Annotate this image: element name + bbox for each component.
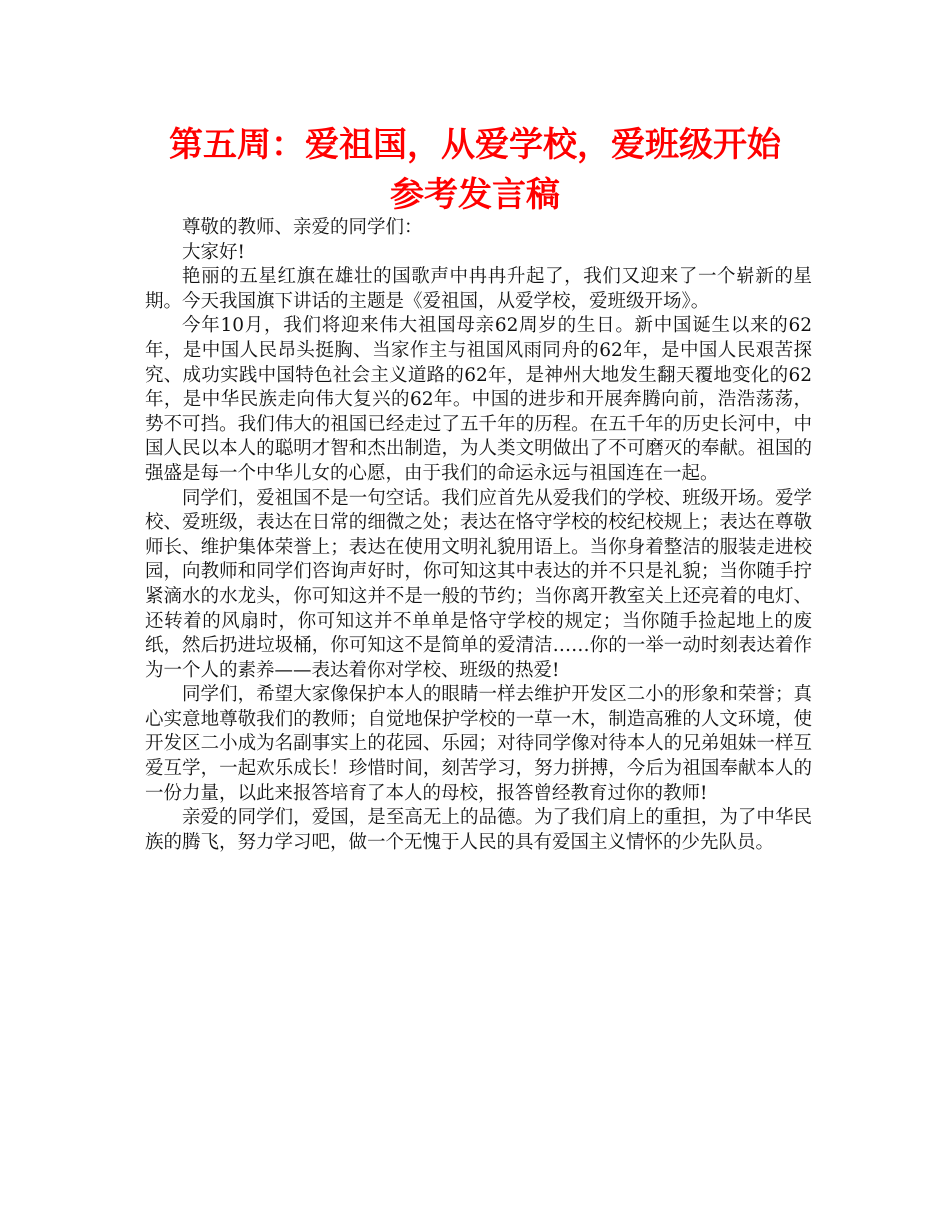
salutation: 尊敬的教师、亲爱的同学们： <box>182 217 423 238</box>
paragraph-closing: 亲爱的同学们，爱国，是至高无上的品德。为了我们肩上的重担，为了中华民族的腾飞，努力学习吧，做一个无愧于人民的具有爱国主义情怀的少先队员。 <box>145 807 812 853</box>
greeting: 大家好! <box>182 241 245 263</box>
page-title: 第五周：爱祖国，从爱学校，爱班级开始 <box>169 125 781 165</box>
paragraph-anniversary: 今年10月，我们将迎来伟大祖国母亲62周岁的生日。新中国诞生以来的62年，是中国人民昂头挺胸、当家作主与祖国风雨同舟的62年，是中国人民艰苦探究、成功实践中国特色社会主义道路的62年，是神州大地发生翻天覆地变化的62年，是中华民族走向伟大复兴的62年。中国的进步和开展奔腾向前，浩浩荡荡，势不可挡。我们伟大的祖国已经走过了五千年的历程。在五千年的历史长河中，中国人民以本人的聪明才智和杰出制造，为人类文明做出了不可磨灭的奉献。祖国的强盛是每一个中华儿女的心愿，由于我们的命运永远与祖国连在一起。 <box>145 315 812 484</box>
document-body <box>145 216 812 855</box>
paragraph-love-school: 同学们，爱祖国不是一句空话。我们应首先从爱我们的学校、班级开场。爱学校、爱班级，表达在日常的细微之处；表达在恪守学校的校纪校规上；表达在尊敬师长、维护集体荣誉上；表达在使用文明礼貌用语上。当你身着整洁的服装走进校园，向教师和同学们咨询声好时，你可知这其中表达的并不只是礼貌；当你随手拧紧滴水的水龙头，你可知这并不是一般的节约；当你离开教室关上还亮着的电灯、还转着的风扇时，你可知这并不单单是恪守学校的规定；当你随手捡起地上的废纸，然后扔进垃圾桶，你可知这不是简单的爱清洁……你的一举一动时刻表达着作为一个人的素养——表达着你对学校、班级的热爱! <box>145 487 812 681</box>
page-subtitle: 参考发言稿 <box>390 175 560 215</box>
paragraph-hopes: 同学们，希望大家像保护本人的眼睛一样去维护开发区二小的形象和荣誉；真心实意地尊敬我们的教师；自觉地保护学校的一草一木，制造高雅的人文环境，使开发区二小成为名副事实上的花园、乐园；对待同学像对待本人的兄弟姐妹一样互爱互学，一起欢乐成长！珍惜时间，刻苦学习，努力拼搏，今后为祖国奉献本人的一份力量，以此来报答培育了本人的母校，报答曾经教育过你的教师! <box>145 684 812 804</box>
paragraph-intro: 艳丽的五星红旗在雄壮的国歌声中冉冉升起了，我们又迎来了一个崭新的星期。今天我国旗下讲话的主题是《爱祖国，从爱学校，爱班级开场》。 <box>145 266 812 312</box>
